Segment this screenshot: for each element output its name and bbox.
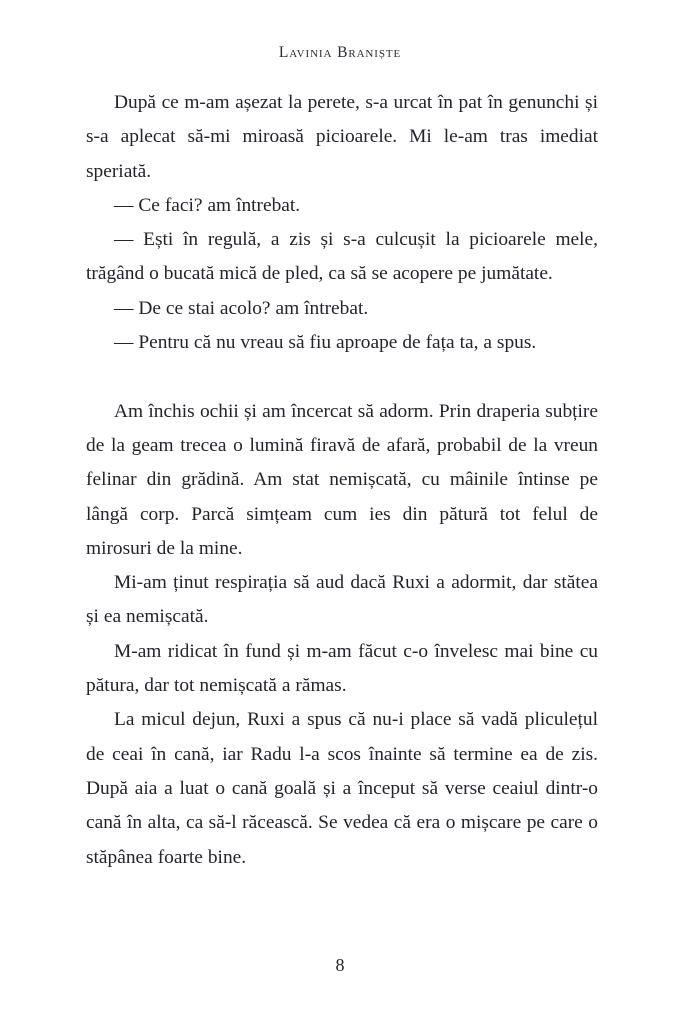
dialogue-line-de-ce-stai-acolo: — De ce stai acolo? am întrebat.	[114, 297, 369, 319]
dialogue-line-esti-in-regula: — Ești în regulă, a zis și s-a culcușit la picioarele mele, trăgând o bucată mică de pled, ca să se acopere pe jumătate.	[86, 229, 598, 285]
page-number: 8	[335, 955, 345, 975]
dialogue-line-pentru-ca-nu-vreau: — Pentru că nu vreau să fiu aproape de fața ta, a spus.	[114, 332, 537, 354]
paragraph-opening: După ce m-am așezat la perete, s-a urcat în pat în genunchi și s-a aplecat să-mi miroasă picioarele. Mi le-am tras imediat speriată.	[86, 92, 598, 182]
paragraph-mi-am-tinut-respiratia: Mi-am ținut respirația să aud dacă Ruxi a adormit, dar stătea și ea nemișcată.	[86, 572, 598, 628]
paragraph-m-am-ridicat-in-fund: M-am ridicat în fund și m-am făcut c-o învelesc mai bine cu pătura, dar tot nemișcată a rămas.	[86, 640, 598, 697]
dialogue-line-ce-faci: — Ce faci? am întrebat.	[114, 194, 301, 216]
section-break	[86, 360, 598, 394]
paragraph-la-micul-dejun: La micul dejun, Ruxi a spus că nu-i place să vadă pliculețul de ceai în cană, iar Radu l-a scos înainte să termine ea de zis. După aia a luat o cană goală și a început să verse ceaiul dintr-o cană în alta, ca să-l răcească. Se vedea că era o mișcare pe care o stăpânea foarte bine.	[86, 709, 598, 868]
body-text-block	[86, 86, 598, 875]
paragraph-am-inchis-ochii: Am închis ochii și am încercat să adorm. Prin draperia subțire de la geam trecea o lumină firavă de afară, probabil de la vreun felinar din grădină. Am stat nemișcată, cu mâinile întinse pe lângă corp. Parcă simțeam cum ies din pătură tot felul de mirosuri de la mine.	[86, 400, 598, 559]
running-header-author: Lavinia Braniște	[278, 44, 402, 61]
